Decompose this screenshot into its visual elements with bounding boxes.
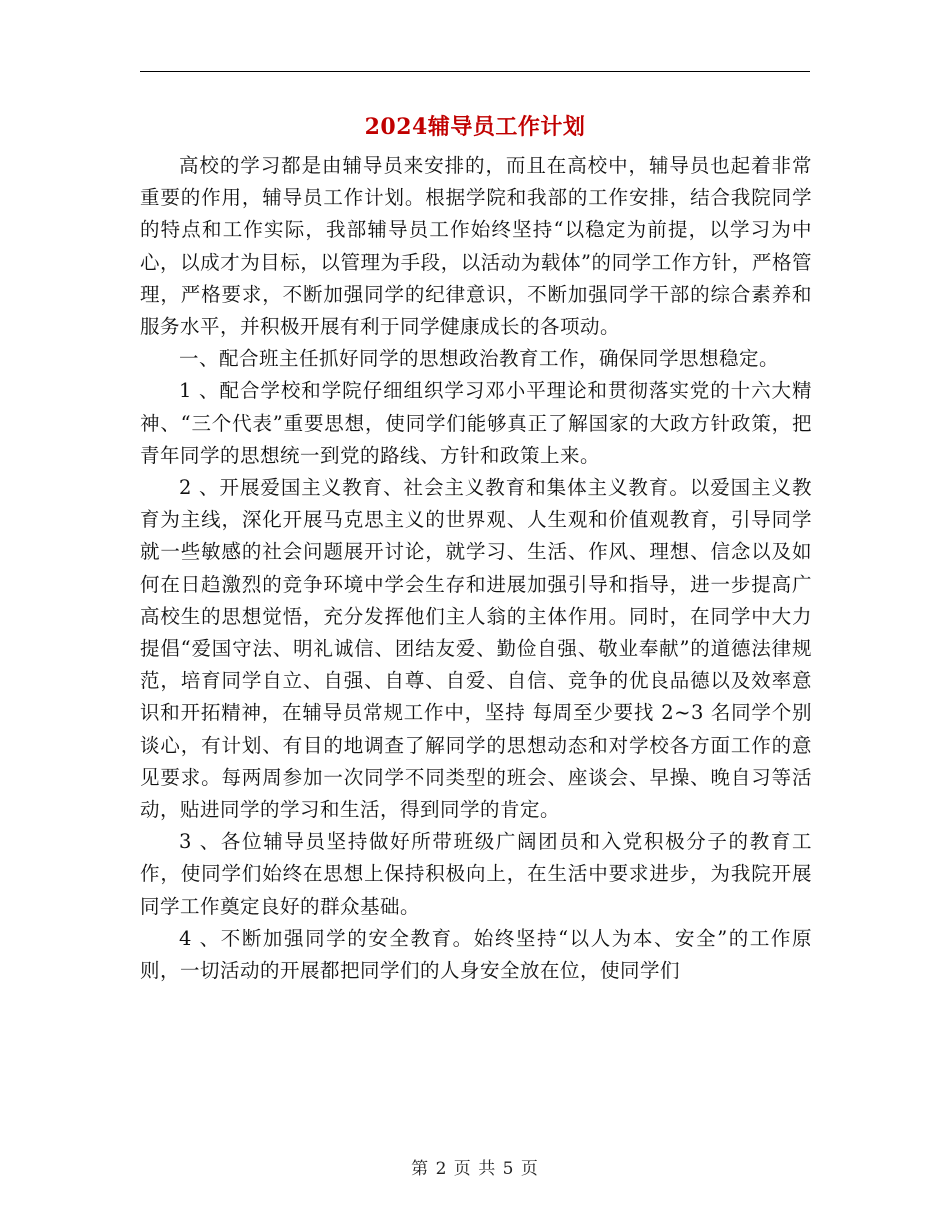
- paragraph-item-2: 2 、开展爱国主义教育、社会主义教育和集体主义教育。以爱国主义教育为主线，深化开展马克思主义的世界观、人生观和价值观教育，引导同学就一些敏感的社会问题展开讨论，就学习、生活、作风、理想、信念以及如何在日趋激烈的竞争环境中学会生存和进展加强引导和指导，进一步提高广高校生的思想觉悟，充分发挥他们主人翁的主体作用。同时，在同学中大力提倡“爱国守法、明礼诚信、团结友爱、勤俭自强、敬业奉献”的道德法律规范，培育同学自立、自强、自尊、自爱、自信、竞争的优良品德以及效率意识和开拓精神，在辅导员常规工作中，坚持 每周至少要找 2~3 名同学个别谈心，有计划、有目的地调查了解同学的思想动态和对学校各方面工作的意见要求。每两周参加一次同学不同类型的班会、座谈会、早操、晚自习等活动，贴进同学的学习和生活，得到同学的肯定。: [140, 476, 812, 822]
- paragraph-item-1: 1 、配合学校和学院仔细组织学习邓小平理论和贯彻落实党的十六大精神、“三个代表”重要思想，使同学们能够真正了解国家的大政方针政策，把青年同学的思想统一到党的路线、方针和政策上来。: [140, 379, 812, 467]
- page-number: 第 2 页 共 5 页: [411, 1159, 539, 1179]
- document-title: 2024辅导员工作计划: [364, 114, 586, 140]
- paragraph-intro: 高校的学习都是由辅导员来安排的，而且在高校中，辅导员也起着非常重要的作用，辅导员工作计划。根据学院和我部的工作安排，结合我院同学的特点和工作实际，我部辅导员工作始终坚持“以稳定为前提，以学习为中心，以成才为目标，以管理为手段，以活动为载体”的同学工作方针，严格管理，严格要求，不断加强同学的纪律意识，不断加强同学干部的综合素养和服务水平，并积极开展有利于同学健康成长的各项动。: [140, 154, 812, 339]
- paragraph-section-1-heading: 一、配合班主任抓好同学的思想政治教育工作，确保同学思想稳定。: [179, 347, 780, 371]
- header-rule: [140, 71, 810, 72]
- paragraph-item-3: 3 、各位辅导员坚持做好所带班级广阔团员和入党积极分子的教育工作，使同学们始终在思想上保持积极向上，在生活中要求进步，为我院开展同学工作奠定良好的群众基础。: [140, 830, 812, 918]
- document-body: [140, 150, 812, 987]
- paragraph-item-4: 4 、不断加强同学的安全教育。始终坚持“以人为本、安全”的工作原则，一切活动的开展都把同学们的人身安全放在位，使同学们: [140, 926, 812, 983]
